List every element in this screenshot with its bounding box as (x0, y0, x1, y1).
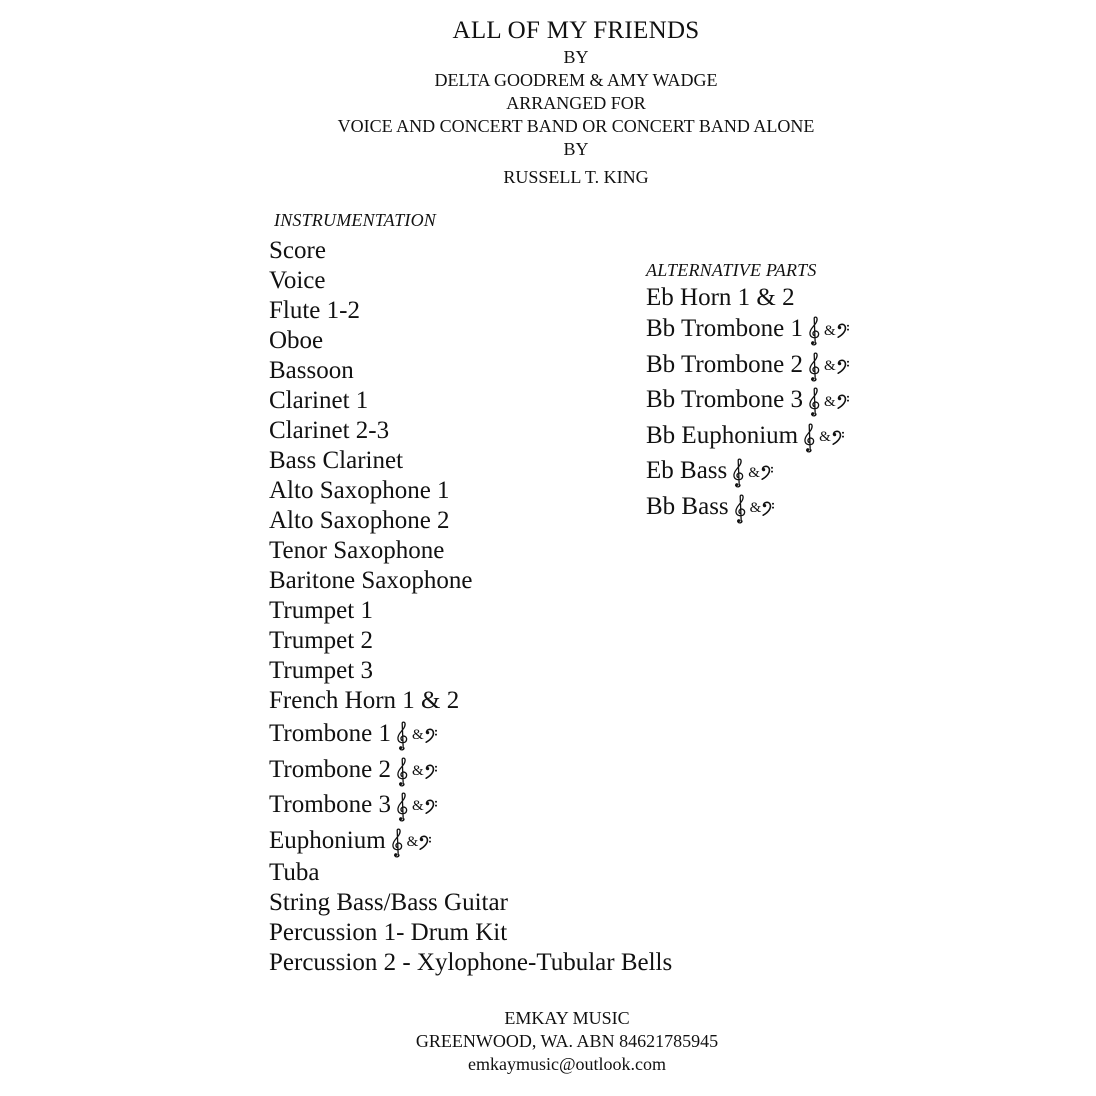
list-item (269, 326, 672, 356)
list-item (646, 349, 850, 385)
bass-clef-icon (425, 763, 438, 781)
list-item (269, 536, 672, 566)
clef-pair (733, 491, 776, 524)
by-line-2: BY (563, 139, 589, 159)
treble-clef-icon (731, 458, 747, 488)
instrument-name: French Horn 1 & 2 (269, 687, 460, 714)
instrument-name: Score (269, 237, 326, 264)
treble-clef-icon (395, 757, 411, 787)
instrument-name: Eb Horn 1 & 2 (646, 284, 795, 311)
publisher-email: emkaymusic@outlook.com (467, 1054, 667, 1074)
bass-clef-icon (425, 727, 438, 745)
publisher-address: GREENWOOD, WA. ABN 84621785945 (415, 1031, 719, 1051)
list-item (269, 716, 672, 752)
instrument-name: Bassoon (269, 357, 354, 384)
bass-clef-icon (832, 429, 845, 447)
list-item (269, 356, 672, 386)
list-item (646, 420, 850, 456)
bass-clef-icon (425, 798, 438, 816)
instrument-name: Alto Saxophone 2 (269, 507, 450, 534)
clef-pair (731, 456, 774, 489)
instrument-name: Bb Trombone 2 (646, 350, 803, 378)
clef-joiner: & (412, 727, 424, 744)
list-item (269, 858, 672, 888)
list-item (269, 686, 672, 716)
clef-joiner: & (406, 833, 419, 850)
clef-pair (390, 823, 433, 860)
instrument-name: Voice (269, 267, 326, 294)
clef-pair (395, 752, 438, 789)
instrument-name: Trombone 2 (269, 755, 392, 783)
arranged-for: ARRANGED FOR (506, 93, 646, 113)
treble-clef-icon (807, 352, 823, 382)
bass-clef-icon (837, 322, 850, 340)
list-item (269, 236, 672, 266)
list-item (269, 416, 672, 446)
instrument-name: Tenor Saxophone (269, 537, 445, 564)
clef-joiner: & (412, 798, 424, 815)
list-item (269, 787, 672, 823)
title-block (0, 16, 1096, 189)
instrument-name: Trumpet 3 (269, 657, 373, 684)
arranger: RUSSELL T. KING (503, 167, 649, 187)
instrument-name: Percussion 2 - Xylophone-Tubular Bells (269, 949, 673, 976)
bass-clef-icon (419, 834, 432, 852)
list-item (269, 888, 672, 918)
instrument-name: Bb Trombone 3 (646, 386, 803, 413)
list-item (646, 491, 850, 527)
list-item (269, 446, 672, 476)
clef-joiner: & (823, 322, 836, 339)
instrument-name: Bass Clarinet (269, 447, 404, 474)
instrument-name: Alto Saxophone 1 (269, 477, 450, 504)
clef-pair (395, 788, 438, 825)
list-item (269, 566, 672, 596)
instrument-name: Bb Euphonium (646, 421, 799, 449)
list-item (646, 282, 850, 313)
list-item (646, 455, 850, 491)
list-item (646, 313, 850, 349)
instrument-name: Bb Bass (646, 492, 729, 520)
list-item (269, 823, 672, 859)
song-title: ALL OF MY FRIENDS (452, 17, 700, 44)
list-item (269, 596, 672, 626)
list-item (269, 266, 672, 296)
clef-joiner: & (412, 762, 424, 779)
treble-clef-icon (733, 494, 749, 524)
instrument-name: Trombone 3 (269, 791, 392, 818)
bass-clef-icon (761, 464, 774, 482)
instrument-name: Trumpet 2 (269, 627, 373, 654)
clef-pair (802, 420, 845, 453)
list-item (269, 656, 672, 686)
treble-clef-icon (807, 387, 823, 417)
instrument-name: Bb Trombone 1 (646, 315, 803, 342)
alternative-parts-list (646, 282, 850, 526)
instrument-name: Clarinet 1 (269, 387, 369, 414)
instrument-name: Trombone 1 (269, 720, 392, 747)
clef-pair (395, 717, 438, 754)
instrument-name: Flute 1-2 (269, 297, 360, 324)
clef-joiner: & (819, 429, 831, 446)
treble-clef-icon (802, 423, 818, 453)
clef-joiner: & (748, 464, 760, 481)
instrument-name: Percussion 1- Drum Kit (269, 919, 508, 946)
treble-clef-icon (395, 792, 411, 822)
bass-clef-icon (837, 393, 850, 411)
clef-joiner: & (823, 358, 836, 375)
list-item (269, 626, 672, 656)
instrumentation-list (269, 236, 672, 978)
treble-clef-icon (395, 721, 411, 751)
instrument-name: Tuba (269, 859, 320, 886)
scoring: VOICE AND CONCERT BAND OR CONCERT BAND ALONE (337, 116, 815, 136)
clef-pair (807, 314, 850, 347)
list-item (269, 386, 672, 416)
alternative-parts-label: ALTERNATIVE PARTS (646, 260, 817, 280)
list-item (646, 384, 850, 420)
publisher-block (0, 1007, 1096, 1076)
list-item (269, 948, 672, 978)
clef-joiner: & (823, 393, 836, 410)
by-line-1: BY (563, 47, 589, 67)
list-item (269, 296, 672, 326)
list-item (269, 752, 672, 788)
list-item (269, 918, 672, 948)
bass-clef-icon (837, 358, 850, 376)
list-item (269, 476, 672, 506)
instrumentation-label: INSTRUMENTATION (274, 210, 437, 230)
instrument-name: Clarinet 2-3 (269, 417, 390, 444)
publisher-name: EMKAY MUSIC (504, 1008, 630, 1028)
clef-joiner: & (749, 500, 762, 517)
bass-clef-icon (762, 500, 775, 518)
instrument-name: Euphonium (269, 826, 386, 854)
clef-pair (807, 349, 850, 382)
instrument-name: Oboe (269, 327, 324, 354)
treble-clef-icon (807, 316, 823, 346)
clef-pair (807, 385, 850, 418)
list-item (269, 506, 672, 536)
instrument-name: Trumpet 1 (269, 597, 373, 624)
instrument-name: String Bass/Bass Guitar (269, 889, 508, 916)
instrument-name: Baritone Saxophone (269, 567, 473, 594)
treble-clef-icon (390, 828, 406, 858)
instrument-name: Eb Bass (646, 457, 728, 484)
composers: DELTA GOODREM & AMY WADGE (434, 70, 718, 90)
